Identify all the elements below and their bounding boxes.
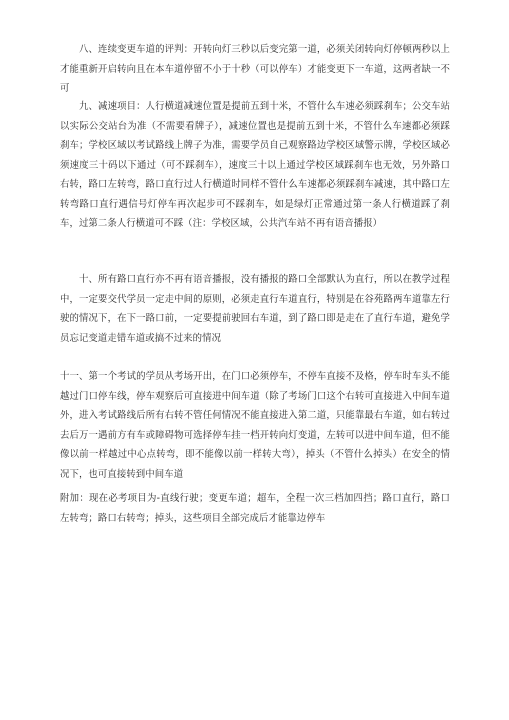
paragraph-lane-change-rule: 八、连续变更车道的评判：开转向灯三秒以后变完第一道，必须关闭转向灯停顿两秒以上才能重新开启转向且在本车道停留不小于十秒（可以停车）才能变更下一车道，这两者缺一不可 [60, 44, 450, 94]
paragraph-deceleration-items: 九、减速项目：人行横道减速位置是提前五到十米，不管什么车速必须踩刹车；公交车站以实际公交站台为准（不需要看牌子），减速位置也是提前五到十米，不管什么车速都必须踩刹车；学校区域以考试路线上牌子为准，需要学员自己观察路边学校区域警示牌，学校区域必须速度三十码以下通过（可不踩刹车），速度三十以上通过学校区域踩刹车也无效，另外路口右转，路口左转弯，路口直行过人行横道时同样不管什么车速都必须踩刹车减速，其中路口左转弯路口直行遇信号灯停车再次起步可不踩刹车，如是绿灯正常通过第一条人行横道踩了刹车，过第二条人行横道可不踩（注：学校区域，公共汽车站不再有语音播报） [60, 101, 450, 229]
paragraph-intersection-straight: 十、所有路口直行亦不再有语音播报，没有播报的路口全部默认为直行，所以在教学过程中，一定要交代学员一定走中间的原则，必须走直行车道直行，特别是在谷苑路两车道靠左行驶的情况下，在下一路口前，一定要提前驶回右车道，到了路口即是走在了直行车道，避免学员忘记变道走错车道或搞不过来的情况 [60, 274, 450, 344]
paragraph-appendix: 附加：现在必考项目为-直线行驶；变更车道；超车，全程一次三档加四挡；路口直行，路口左转弯；路口右转弯；掉头，这些项目全部完成后才能靠边停车 [60, 493, 450, 524]
paragraph-exam-start: 十一、第一个考试的学员从考场开出，在门口必须停车，不停车直接不及格，停车时车头不能越过门口停车线，停车观察后可直接进中间车道（除了考场门口这个右转可直接进入中间车道外，进入考试路线后所有右转不管任何情况不能直接进入第二道，只能靠最右车道，如右转过去后万一遇前方有车或障碍物可选择停车挂一档开转向灯变道，左转可以进中间车道，但不能像以前一样越过中心点转弯，即不能像以前一样转大弯），掉头（不管什么掉头）在安全的情况下，也可直接转到中间车道 [60, 371, 450, 480]
